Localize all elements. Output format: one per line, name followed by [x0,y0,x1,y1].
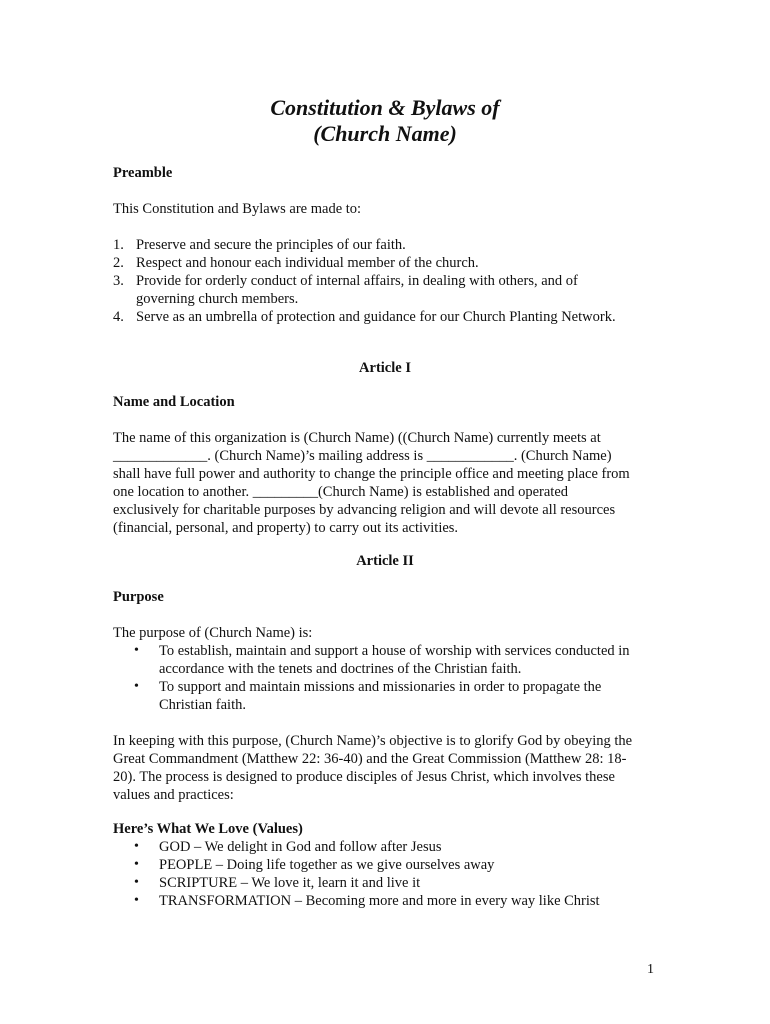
preamble-item-number: 2. [113,255,124,271]
value-item: GOD – We delight in God and follow after Jesus [159,839,442,855]
article-1-label: Article I [359,360,411,376]
purpose-bullet-text: To support and maintain missions and missionaries in order to propagate the [159,679,602,695]
preamble-item-number: 1. [113,237,124,253]
preamble-item-text: Preserve and secure the principles of our faith. [136,237,406,253]
bullet-icon: • [134,857,139,872]
value-item: PEOPLE – Doing life together as we give ourselves away [159,857,495,873]
purpose-bullet-text-continued: accordance with the tenets and doctrines of the Christian faith. [159,661,522,677]
objective-paragraph-line: values and practices: [113,787,234,803]
article-1-paragraph-line: exclusively for charitable purposes by advancing religion and will devote all resources [113,502,616,518]
article-1-paragraph-line: _____________. (Church Name)’s mailing address is ____________. (Church Name) [113,448,612,464]
preamble-item-text-continued: governing church members. [136,291,299,307]
article-2-label: Article II [356,553,414,569]
article-1-paragraph-line: one location to another. _________(Church Name) is established and operated [113,484,569,500]
bullet-icon: • [134,643,139,658]
document-title-line-1: Constitution & Bylaws of [270,95,500,120]
bullet-icon: • [134,875,139,890]
preamble-item-number: 3. [113,273,124,289]
purpose-bullet-text: To establish, maintain and support a house of worship with services conducted in [159,643,630,659]
article-1-heading: Name and Location [113,394,235,410]
article-2-heading: Purpose [113,589,164,605]
objective-paragraph-line: Great Commandment (Matthew 22: 36-40) and the Great Commission (Matthew 28: 18- [113,751,627,767]
objective-paragraph-line: 20). The process is designed to produce disciples of Jesus Christ, which involves these [113,769,615,785]
article-1-paragraph-line: The name of this organization is (Church Name) ((Church Name) currently meets at [113,430,601,446]
document-title-line-2: (Church Name) [313,121,457,146]
article-1-paragraph-line: shall have full power and authority to change the principle office and meeting place from [113,466,630,482]
preamble-item-text: Serve as an umbrella of protection and guidance for our Church Planting Network. [136,309,616,325]
objective-paragraph-line: In keeping with this purpose, (Church Name)’s objective is to glorify God by obeying the [113,733,633,749]
values-heading: Here’s What We Love (Values) [113,821,303,837]
preamble-item-text: Provide for orderly conduct of internal affairs, in dealing with others, and of [136,273,578,289]
value-item: SCRIPTURE – We love it, learn it and live it [159,875,421,891]
preamble-heading: Preamble [113,165,173,181]
preamble-intro: This Constitution and Bylaws are made to: [113,201,362,217]
purpose-bullet-text-continued: Christian faith. [159,697,246,713]
article-2-intro: The purpose of (Church Name) is: [113,625,313,641]
bullet-icon: • [134,679,139,694]
bullet-icon: • [134,839,139,854]
preamble-item-text: Respect and honour each individual member of the church. [136,255,479,271]
bullet-icon: • [134,893,139,908]
value-item: TRANSFORMATION – Becoming more and more in every way like Christ [159,893,600,909]
page-number: 1 [647,962,654,977]
preamble-item-number: 4. [113,309,124,325]
article-1-paragraph-line: (financial, personal, and property) to carry out its activities. [113,520,459,536]
